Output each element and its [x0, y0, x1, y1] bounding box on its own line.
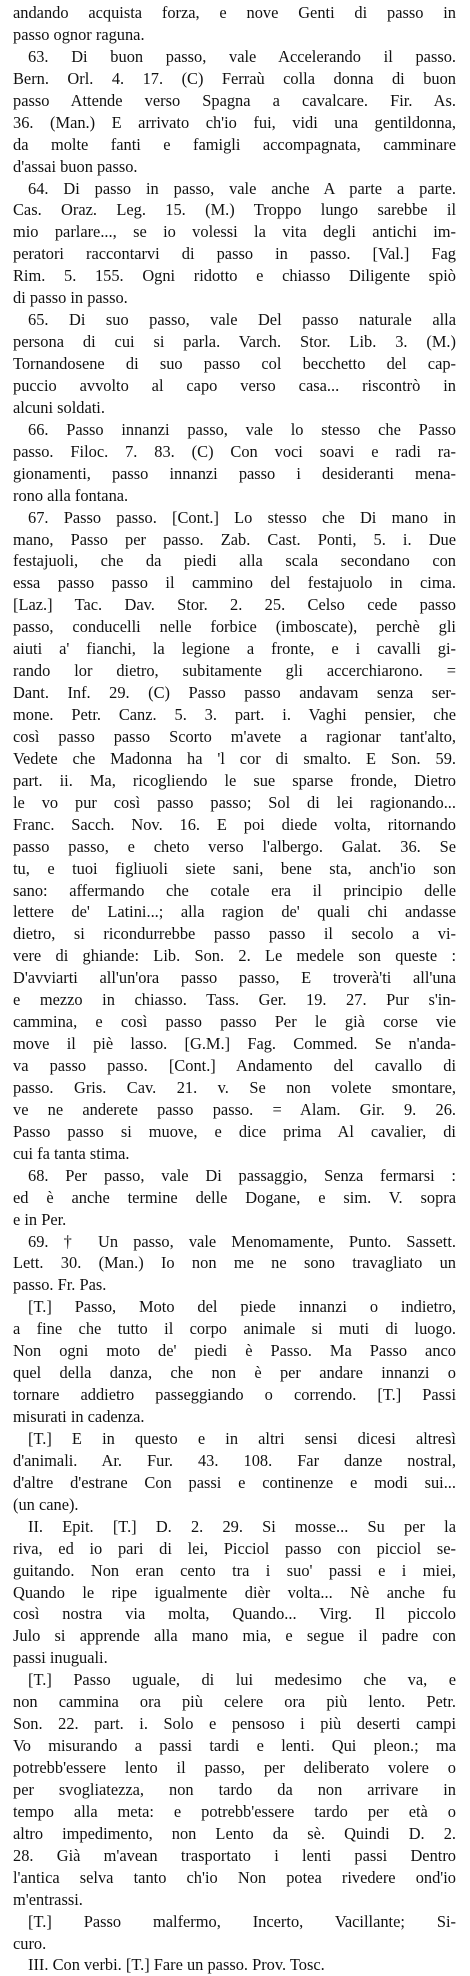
text-line: 66. Passo innanzi passo, vale lo stesso che Passo	[28, 419, 456, 439]
text-line: alcuni soldati.	[13, 397, 105, 417]
text-line: Bern. Orl. 4. 17. (C) Ferraù colla donna di buon	[13, 68, 456, 88]
text-line: festajuoli, che da piedi alla scala secondano con	[13, 551, 456, 571]
text-line: (un cane).	[13, 1494, 79, 1514]
text-line: Franc. Sacch. Nov. 16. E poi diede volta, ritornando	[13, 814, 456, 834]
text-line: passo. Filoc. 7. 83. (C) Con voci soavi e radi ra-	[13, 441, 456, 461]
text-line: 69. † Un passo, vale Menomamente, Punto. Sassett.	[28, 1231, 456, 1251]
text-line: passo passo, e cheto verso l'albergo. Galat. 36. Se	[13, 836, 456, 856]
text-line: e in Per.	[13, 1209, 67, 1229]
text-line: Vo misurando a passi tardi e lenti. Qui pleon.; ma	[13, 1736, 456, 1756]
text-line: cammina, e così passo passo Per le già corse vie	[13, 1012, 456, 1032]
text-line: da molte fanti e famigli accompagnata, camminare	[13, 134, 456, 154]
text-line: passi inuguali.	[13, 1648, 108, 1668]
text-line: va passo passo. [Cont.] Andamento del cavallo di	[13, 1056, 456, 1075]
text-line: potrebb'essere lento il passo, per deliberato volere o	[13, 1758, 456, 1777]
text-line: tempo alla meta: e potrebb'essere tardo per età o	[13, 1801, 456, 1821]
text-line: [T.] Passo uguale, di lui medesimo che va, e	[28, 1670, 456, 1690]
text-line: ve ne anderete passo passo. = Alam. Gir. 9. 26.	[13, 1099, 456, 1119]
text-line: e mezzo in chiasso. Tass. Ger. 19. 27. Pur s'in-	[13, 990, 456, 1010]
text-line: puccio avvolto al capo verso casa... riscontrò in	[13, 375, 456, 395]
text-line: Quando le ripe igualmente dièr volta... Nè anche fu	[13, 1582, 456, 1602]
text-line: Non ogni moto de' piedi è Passo. Ma Passo anco	[13, 1341, 456, 1361]
text-line: 28. Già m'avean trasportato i lenti passi Dentro	[13, 1845, 456, 1865]
text-line: passo Attende verso Spagna a cavalcare. Fir. As.	[13, 90, 456, 110]
text-line: 67. Passo passo. [Cont.] Lo stesso che Di mano in	[28, 507, 456, 527]
text-line: Cas. Oraz. Leg. 15. (M.) Troppo lungo sarebbe il	[13, 200, 456, 220]
text-line: Passo passo si muove, e dice prima Al cavalier, di	[13, 1121, 456, 1141]
text-line: 64. Di passo in passo, vale anche A parte a parte.	[28, 178, 456, 198]
text-line: Tornandosene di suo passo col becchetto del cap-	[13, 354, 456, 373]
text-line: 63. Di buon passo, vale Accelerando il passo.	[28, 46, 456, 66]
text-line: part. ii. Ma, ricogliendo le sue sparse fronde, Dietro	[13, 770, 456, 790]
text-line: non cammina ora più celere ora più lento. Petr.	[13, 1692, 456, 1712]
text-line: [T.] Passo malfermo, Incerto, Vacillante; Si-	[28, 1911, 456, 1931]
text-line: riva, ed io pari di lei, Picciol passo con picciol se-	[13, 1538, 456, 1558]
text-line: tornare addietro passeggiando o correndo. [T.] Passi	[13, 1385, 456, 1405]
text-line: peratori raccontarvi di passo in passo. [Val.] Fag	[13, 244, 456, 264]
text-line: m'entrassi.	[13, 1889, 83, 1909]
text-line: di passo in passo.	[13, 288, 128, 308]
text-line: Julo si apprende alla mano mia, e segue il padre con	[13, 1626, 456, 1646]
text-line: passo ognor raguna.	[13, 24, 145, 44]
text-line: curo.	[13, 1933, 47, 1953]
text-line: mone. Petr. Canz. 5. 3. part. i. Vaghi pensier, che	[13, 705, 456, 724]
text-line: aiuti a' fianchi, la legione a fronte, e i cavalli gi-	[13, 639, 456, 659]
text-line: D'avviarti all'un'ora passo passo, E troverà'ti all'una	[13, 968, 456, 988]
text-line: 65. Di suo passo, vale Del passo naturale alla	[28, 310, 456, 330]
text-line: Dant. Inf. 29. (C) Passo passo andavam senza ser-	[13, 683, 456, 703]
text-line: II. Epit. [T.] D. 2. 29. Si mosse... Su per la	[28, 1516, 456, 1536]
text-line: III. Con verbi. [T.] Fare un passo. Prov. Tosc.	[28, 1955, 325, 1975]
text-line: passo. Gris. Cav. 21. v. Se non volete smontare,	[13, 1077, 456, 1097]
text-line: sano: affermando che cotale era il principio delle	[13, 880, 456, 900]
text-line: guitando. Non eran cento tra i suo' passi e i miei,	[13, 1560, 456, 1580]
text-line: 36. (Man.) E arrivato ch'io fui, vidi una gentildonna,	[13, 112, 456, 132]
text-line: dietro, si ricondurrebbe passo passo il secolo a vi-	[13, 924, 456, 944]
text-line: per svogliatezza, non tardo da non arrivare in	[13, 1779, 456, 1799]
text-line: a fine che tutto il corpo animale si muti di luogo.	[13, 1319, 456, 1339]
text-line: lettere de' Latini...; alla ragion de' quali chi andasse	[13, 902, 456, 922]
text-line: mio parlare..., se io volessi la vita degli antichi im-	[13, 222, 456, 242]
text-line: passo. Fr. Pas.	[13, 1275, 107, 1295]
text-line: rono alla fontana.	[13, 485, 129, 505]
text-line: così nostra via molta, Quando... Virg. Il piccolo	[13, 1604, 456, 1624]
text-line: l'antica selva tanto ch'io Non potea rivedere ond'io	[13, 1867, 456, 1887]
text-line: Rim. 5. 155. Ogni ridotto e chiasso Diligente spiò	[13, 266, 456, 286]
text-line: tu, e tuoi figliuoli siete sani, bene sta, anch'io son	[13, 858, 456, 878]
text-line: essa passo passo il cammino del festajuolo in cima.	[13, 573, 456, 593]
text-line: move il piè lasso. [G.M.] Fag. Commed. Se n'anda-	[13, 1034, 456, 1054]
text-line: ed è anche termine delle Dogane, e sim. V. sopra	[13, 1187, 456, 1207]
text-line: 68. Per passo, vale Di passaggio, Senza fermarsi :	[28, 1165, 456, 1185]
text-line: mano, Passo per passo. Zab. Cast. Ponti, 5. i. Due	[13, 529, 456, 549]
text-line: Vedete che Madonna ha 'l cor di smalto. E Son. 59.	[13, 748, 456, 768]
text-line: quel della danza, che non è per andare innanzi o	[13, 1363, 456, 1383]
text-line: le vo pur così passo passo; Sol di lei ragionando...	[13, 792, 456, 812]
text-line: Lett. 30. (Man.) Io non me ne sono travagliato un	[13, 1253, 456, 1273]
text-line: [T.] Passo, Moto del piede innanzi o indietro,	[28, 1297, 456, 1317]
text-line: [T.] E in questo e in altri sensi dicesi altresì	[28, 1428, 456, 1448]
text-line: persona di cui si parla. Varch. Stor. Lib. 3. (M.)	[13, 332, 456, 352]
text-line: andando acquista forza, e nove Genti di passo in	[13, 3, 456, 22]
text-line: [Laz.] Tac. Dav. Stor. 2. 25. Celso cede passo	[13, 595, 456, 615]
text-line: d'assai buon passo.	[13, 156, 138, 176]
text-line: rando lor dietro, subitamente gli accerchiarono. =	[13, 661, 456, 681]
text-line: d'animali. Ar. Fur. 43. 108. Far danze nostral,	[13, 1450, 456, 1470]
text-line: vere di ghiande: Lib. Son. 2. Le medele son queste :	[13, 946, 456, 966]
text-line: d'altre d'estrane Con passi e continenze e modi sui...	[13, 1472, 456, 1492]
text-line: Son. 22. part. i. Solo e pensoso i più deserti campi	[13, 1714, 456, 1734]
text-line: così passo passo Scorto m'avete a ragionar tant'alto,	[13, 726, 456, 746]
text-line: passo, conducelli nelle forbice (imboscate), perchè gli	[13, 617, 456, 637]
text-line: altro impedimento, non Lento da sè. Quindi D. 2.	[13, 1823, 456, 1843]
text-line: misurati in cadenza.	[13, 1407, 145, 1426]
text-line: gionamenti, passo innanzi passo i desideranti mena-	[13, 463, 456, 483]
text-line: cui fa tanta stima.	[13, 1143, 130, 1163]
